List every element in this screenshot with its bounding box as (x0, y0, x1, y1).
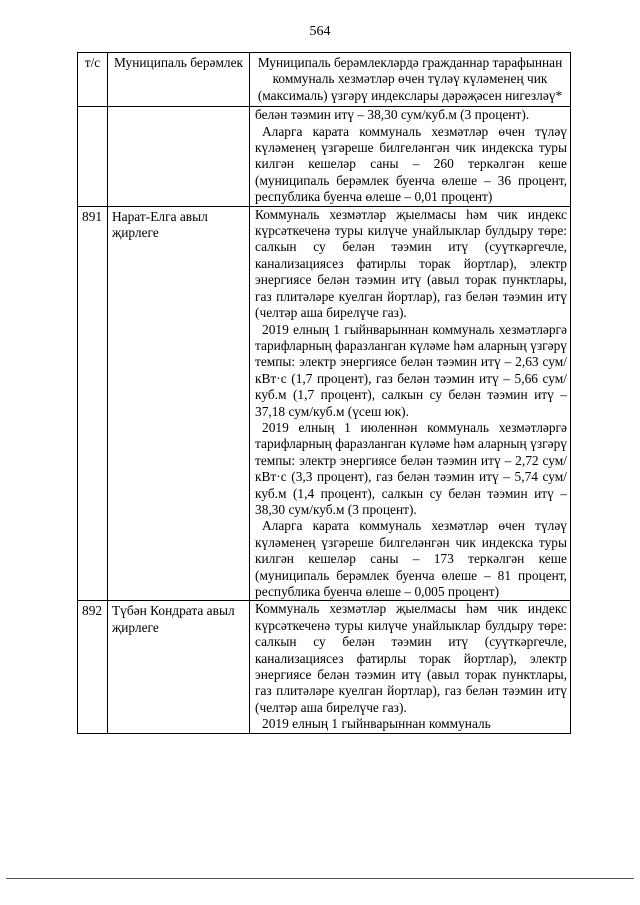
tariff-table (77, 52, 571, 734)
paragraph: 2019 елның 1 июленнән коммуналь хезмәтләргә тарифларның фаразланган күләме һәм аларның үзгәрү темпы: электр энергиясе белән тәэмин итү – 2,72 сум/кВт·с (3,3 процент), газ белән тәэмин итү – 5,74 сум/куб.м (1,4 процент), салкын су белән тәэмин итү – 38,30 сум/куб.м (3 процент). (255, 419, 567, 517)
cell-municipality-name: Түбән Кондрата авыл җирлеге (108, 601, 250, 733)
cell-municipality-name: Нарат-Елга авыл җирлеге (108, 206, 250, 601)
page-number: 564 (309, 24, 331, 39)
header-municipality: Муниципаль берәмлек (108, 53, 250, 107)
cell-num: 891 (78, 206, 108, 601)
cell-content (250, 206, 571, 601)
cell-num-empty (78, 107, 108, 206)
cell-num: 892 (78, 601, 108, 733)
paragraph: Коммуналь хезмәтләр җыелмасы һәм чик индекс күрсәткеченә туры килүче унайлыклар булдыру төре: салкын су белән тәэмин итү (суүткәргечле, канализациясез фатирлы торак йортлар), электр энергиясе белән тәэмин итү (авыл торак пунктлары, газ плитәләре куелган йортлар), газ белән тәэмин итү (челтәр аша бирелүче газ). (255, 206, 567, 321)
cell-name-empty (108, 107, 250, 206)
paragraph: белән тәэмин итү – 38,30 сум/куб.м (3 процент). (255, 107, 530, 123)
paragraph: Аларга карата коммуналь хезмәтләр өчен түләү күләменең үзгәреше билгеләнгән чик индекска туры килгән кешеләр саны – 173 теркәлгән кеше (муниципаль берәмлек буенча өлеше – 81 процент, республика буенча өлеше – 0,005 процент) (255, 518, 567, 599)
table-header-row (78, 53, 571, 107)
table-row-891 (78, 206, 571, 601)
paragraph: Коммуналь хезмәтләр җыелмасы һәм чик индекс күрсәткеченә туры килүче унайлыклар булдыру төре: салкын су белән тәэмин итү (суүткәргечле, канализациясез фатирлы торак йортлар), электр энергиясе белән тәэмин итү (авыл торак пунктлары, газ плитәләре куелган йортлар), газ белән тәэмин итү (челтәр аша бирелүче газ). (255, 601, 567, 715)
cell-content (250, 601, 571, 733)
header-num: т/с (78, 53, 108, 107)
paragraph: Аларга карата коммуналь хезмәтләр өчен түләү күләменең үзгәреше билгеләнгән чик индекска туры килгән кешеләр саны – 260 теркәлгән кеше (муниципаль берәмлек буенча өлеше – 36 процент, республика буенча өлеше – 0,01 процент) (255, 123, 567, 205)
cell-content-continuation (250, 107, 571, 206)
paragraph: 2019 елның 1 гыйнварыннан коммуналь хезмәтләргә тарифларның фаразланган күләме һәм аларның үзгәрү темпы: электр энергиясе белән тәэмин итү – 2,63 сум/кВт·с (1,7 процент), газ белән тәэмин итү – 5,66 сум/куб.м (1,7 процент), салкын су белән тәэмин итү – 37,18 сум/куб.м (үсеш юк). (255, 321, 567, 419)
header-description: Муниципаль берәмлекләрдә гражданнар тарафыннан коммуналь хезмәтләр өчен түләү күләменең чик (максималь) үзгәрү индекслары дәрәҗәсен нигезләү* (250, 53, 571, 107)
paragraph: 2019 елның 1 гыйнварыннан коммуналь (262, 716, 491, 732)
page-bottom-rule (6, 878, 634, 879)
table-row-continuation (78, 107, 571, 206)
table-row-892 (78, 601, 571, 733)
